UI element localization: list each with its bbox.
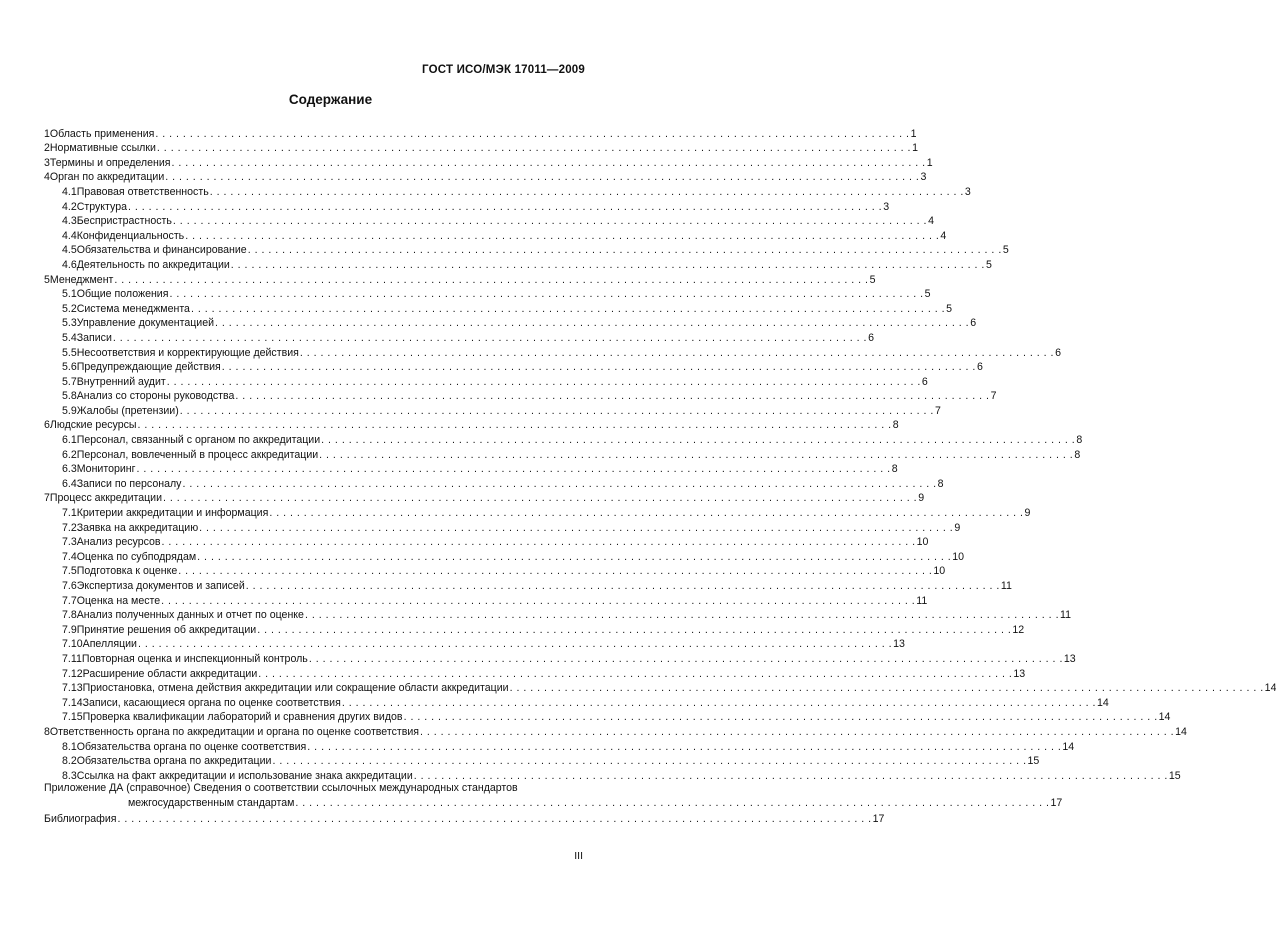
bibliography-page: 17 (872, 812, 885, 825)
toc-entry[interactable] (44, 738, 1075, 753)
toc-entry-page: 3 (883, 200, 890, 213)
leader-dots (138, 419, 892, 431)
toc-entry[interactable] (44, 315, 977, 330)
toc-entry-page: 15 (1027, 755, 1040, 768)
toc-entry[interactable] (44, 140, 919, 155)
toc-entry-page: 10 (916, 536, 929, 549)
toc-entry-number: 1 (44, 127, 50, 140)
toc-entry-number: 7 (44, 492, 50, 505)
toc-entry-label: Структура (76, 200, 127, 213)
toc-entry-number: 5.5 (62, 346, 77, 359)
toc-entry[interactable] (44, 461, 898, 476)
toc-entry-number: 8.1 (62, 740, 77, 753)
leader-dots (114, 274, 868, 286)
toc-entry-number: 7.9 (62, 623, 77, 636)
toc-entry-page: 7 (934, 404, 941, 417)
leader-dots (185, 230, 939, 242)
leader-dots (128, 201, 882, 213)
leader-dots (246, 580, 1000, 592)
toc-entry[interactable] (44, 694, 1109, 709)
leader-dots (137, 463, 891, 475)
toc-entry-page: 5 (924, 288, 931, 301)
leader-dots (295, 797, 1049, 810)
toc-entry-number: 4.3 (62, 215, 77, 228)
toc-entry-number: 6 (44, 419, 50, 432)
toc-entry-number: 5.1 (62, 288, 77, 301)
leader-dots (161, 595, 915, 607)
toc-entry-page: 15 (1168, 769, 1181, 782)
toc-entries (44, 125, 1276, 782)
toc-entry-number: 5.8 (62, 390, 77, 403)
leader-dots (178, 565, 932, 577)
leader-dots (257, 624, 1011, 636)
toc-entry-page: 6 (970, 317, 977, 330)
toc-entry[interactable] (44, 490, 925, 505)
toc-entry-label: Подготовка к оценке (76, 565, 178, 578)
toc-entry[interactable] (44, 373, 928, 388)
toc-entry-number: 4.5 (62, 244, 77, 257)
toc-entry-page: 6 (1055, 346, 1061, 359)
toc-entry-page: 14 (1175, 725, 1187, 738)
toc-entry[interactable] (44, 402, 941, 417)
toc-entry[interactable] (44, 636, 905, 651)
toc-entry-number: 7.11 (62, 652, 82, 665)
toc-entry-label: Заявка на аккредитацию (76, 521, 199, 534)
toc-entry-number: 7.4 (62, 550, 77, 563)
toc-entry-label: Повторная оценка и инспекционный контроль (81, 652, 308, 665)
toc-entry-number: 5.3 (62, 317, 77, 330)
leader-dots (222, 361, 976, 373)
leader-dots (172, 157, 926, 169)
toc-entry-number: 6.1 (62, 434, 77, 447)
toc-entry-page: 3 (920, 171, 927, 184)
toc-entry-number: 2 (44, 142, 50, 155)
toc-entry-page: 10 (933, 565, 946, 578)
leader-dots (182, 478, 936, 490)
leader-dots (138, 638, 892, 650)
toc-entry-page: 5 (1002, 244, 1009, 257)
toc-entry-label: Персонал, связанный с органом по аккредитации (76, 434, 321, 447)
toc-entry-label: Орган по аккредитации (49, 171, 165, 184)
leader-dots (258, 668, 1012, 680)
leader-dots (113, 332, 867, 344)
toc-entry[interactable] (44, 227, 947, 242)
leader-dots (272, 755, 1026, 767)
toc-entry-label: Нормативные ссылки (49, 142, 156, 155)
toc-entry-label: Ссылка на факт аккредитации и использование знака аккредитации (76, 769, 413, 782)
toc-entry-page: 5 (985, 258, 992, 271)
leader-dots (305, 609, 1059, 621)
toc-entry-page: 13 (1013, 667, 1026, 680)
toc-entry-page: 14 (1096, 696, 1109, 709)
toc-entry-label: Анализ полученных данных и отчет по оценке (76, 609, 304, 622)
toc-entry-number: 3 (44, 156, 50, 169)
toc-entry-page: 11 (1000, 580, 1012, 592)
toc-entry-page: 8 (937, 477, 944, 490)
toc-entry[interactable] (44, 213, 935, 228)
appendix-title-continued: межгосударственным стандартам (128, 797, 295, 810)
toc-entry-label: Людские ресурсы (49, 419, 137, 432)
toc-entry-page: 1 (910, 127, 917, 140)
leader-dots (117, 813, 871, 825)
leader-dots (167, 376, 921, 388)
leader-dots (191, 303, 945, 315)
toc-entry[interactable] (44, 592, 928, 607)
toc-entry-number: 7.10 (62, 638, 83, 651)
toc-entry-number: 8.2 (62, 755, 77, 768)
toc-entry-page: 11 (1060, 609, 1072, 622)
toc-entry-page: 8 (891, 463, 898, 476)
leader-dots (309, 653, 1063, 665)
toc-entry-number: 7.7 (62, 594, 77, 607)
toc-entry-page: 6 (976, 361, 983, 374)
toc-entry-label: Проверка квалификации лабораторий и сравнения других видов (82, 711, 403, 724)
toc-entry-page: 12 (1012, 623, 1025, 636)
toc-entry[interactable] (44, 286, 931, 301)
toc-entry-number: 7.14 (62, 696, 83, 709)
toc-entry-number: 7.12 (62, 667, 83, 680)
leader-dots (342, 697, 1096, 709)
toc-entry-label: Беспристрастность (76, 215, 172, 228)
leader-dots (231, 259, 985, 271)
leader-dots (162, 536, 916, 548)
toc-entry[interactable] (44, 680, 1276, 695)
toc-entry[interactable] (44, 300, 953, 315)
toc-entry[interactable] (44, 431, 1083, 447)
toc-entry-page: 4 (928, 215, 935, 228)
leader-dots (157, 142, 911, 154)
toc-entry-label: Апелляции (82, 638, 137, 651)
toc-entry-number: 8.3 (62, 769, 77, 782)
toc-entry-label: Внутренний аудит (76, 375, 166, 388)
leader-dots (300, 347, 1054, 359)
leader-dots (510, 682, 1264, 694)
toc-entry-label: Менеджмент (49, 273, 114, 286)
toc-entry-number: 4.4 (62, 229, 77, 242)
toc-entry-number: 4 (44, 171, 50, 184)
toc-entry-page: 1 (912, 142, 919, 155)
toc-entry-label: Конфиденциальность (76, 229, 185, 242)
toc-entry-label: Обязательства и финансирование (76, 244, 247, 257)
toc-entry-page: 13 (1063, 652, 1076, 665)
toc-entry[interactable] (44, 577, 1012, 592)
toc-entry-label: Общие положения (76, 288, 169, 301)
toc-entry-number: 7.3 (62, 536, 77, 549)
toc-entry-label: Оценка по субподрядам (76, 550, 197, 563)
toc-entry-label: Система менеджмента (76, 302, 190, 315)
toc-entry[interactable] (44, 183, 971, 198)
toc-entry-number: 7.13 (62, 682, 83, 695)
toc-entry[interactable] (44, 519, 961, 534)
toc-entry-page: 4 (940, 229, 947, 242)
toc-entry-label: Деятельность по аккредитации (76, 258, 230, 271)
toc-entry-page: 8 (1076, 434, 1083, 447)
toc-entry-label: Правовая ответственность (76, 185, 209, 198)
toc-entry[interactable] (44, 242, 1009, 257)
toc-entry-page: 8 (892, 419, 899, 432)
toc-entry-number: 7.2 (62, 521, 77, 534)
leader-dots (321, 434, 1075, 446)
toc-entry-page: 6 (868, 331, 874, 344)
appendix-title: Приложение ДА (справочное) Сведения о соответствии ссылочных международных стандартов (44, 781, 518, 794)
leader-dots (180, 405, 934, 417)
toc-entry[interactable] (44, 169, 927, 184)
appendix-page: 17 (1050, 797, 1063, 810)
toc-entry-page: 3 (964, 185, 971, 198)
toc-entry-number: 5 (44, 273, 50, 286)
toc-entry-number: 7.5 (62, 565, 77, 578)
toc-entry[interactable] (44, 548, 965, 563)
leader-dots (155, 128, 909, 140)
toc-entry-number: 4.1 (62, 185, 77, 198)
toc-entry-label: Предупреждающие действия (76, 361, 221, 374)
toc-entry[interactable] (44, 388, 997, 403)
toc-entry-page: 5 (946, 302, 953, 315)
toc-entry[interactable] (44, 665, 1026, 680)
leader-dots (173, 215, 927, 227)
toc-entry-number: 5.4 (62, 331, 77, 344)
toc-entry-number: 5.6 (62, 361, 77, 374)
toc-entry-label: Несоответствия и корректирующие действия (76, 346, 299, 359)
toc-entry[interactable] (44, 563, 946, 578)
toc-entry-page: 10 (952, 550, 965, 563)
toc-entry-label: Ответственность органа по аккредитации и органа по оценке соответствия (49, 725, 420, 738)
toc-entry-label: Анализ со стороны руководства (76, 390, 235, 403)
toc-entry-page: 13 (893, 638, 905, 651)
toc-entry-label: Записи (76, 331, 112, 344)
toc-entry-label: Приостановка, отмена действия аккредитации или сокращение области аккредитации (82, 682, 509, 695)
leader-dots (199, 522, 953, 534)
toc-entry-number: 7.15 (62, 711, 83, 724)
toc-entry-label: Принятие решения об аккредитации (76, 623, 257, 636)
toc-entry[interactable] (44, 359, 983, 374)
toc-entry-page: 14 (1264, 682, 1276, 695)
leader-dots (215, 317, 969, 329)
leader-dots (248, 244, 1002, 256)
toc-entry[interactable] (44, 723, 1187, 738)
leader-dots (163, 492, 917, 504)
toc-entry[interactable] (44, 125, 917, 140)
toc-entry-label: Область применения (49, 127, 155, 140)
toc-entry[interactable] (44, 650, 1076, 665)
document-header: ГОСТ ИСО/МЭК 17011—2009 (422, 64, 585, 76)
toc-entry-page: 1 (926, 156, 933, 169)
toc-entry[interactable] (44, 753, 1040, 768)
page-number: III (574, 850, 583, 862)
toc-entry-number: 7.6 (62, 580, 77, 592)
toc-entry-number: 8 (44, 725, 50, 738)
toc-entry-number: 6.2 (62, 448, 77, 461)
toc-entry[interactable] (44, 534, 929, 549)
toc-entry-number: 4.6 (62, 258, 77, 271)
toc-entry-page: 9 (954, 521, 961, 534)
leader-dots (210, 186, 964, 198)
bibliography-label: Библиография (44, 812, 117, 825)
toc-entry-page: 14 (1062, 740, 1075, 753)
toc-entry-label: Персонал, вовлеченный в процесс аккредитации (76, 448, 319, 461)
toc-entry[interactable] (44, 417, 899, 432)
toc-entry-label: Процесс аккредитации (49, 492, 163, 505)
toc-entry-number: 6.4 (62, 477, 77, 490)
toc-entry[interactable] (44, 767, 1181, 782)
toc-entry[interactable] (44, 256, 992, 271)
toc-appendix[interactable] (44, 781, 1063, 811)
leader-dots (197, 551, 951, 563)
leader-dots (235, 390, 989, 402)
toc-entry-page: 7 (990, 390, 997, 403)
toc-entry-page: 9 (918, 492, 925, 505)
toc-entry-label: Термины и определения (49, 156, 171, 169)
toc-entry[interactable] (44, 344, 1061, 359)
toc-entry[interactable] (44, 475, 944, 490)
leader-dots (404, 711, 1158, 723)
toc-entry[interactable] (44, 446, 1081, 461)
toc-entry-page: 6 (921, 375, 928, 388)
leader-dots (165, 171, 919, 183)
toc-entry-number: 4.2 (62, 200, 77, 213)
toc-entry[interactable] (44, 709, 1171, 724)
table-of-contents (44, 125, 1276, 825)
toc-entry[interactable] (44, 607, 1072, 622)
toc-entry-number: 7.8 (62, 609, 77, 622)
toc-entry-number: 5.9 (62, 404, 77, 417)
toc-entry[interactable] (44, 271, 876, 286)
toc-entry-label: Расширение области аккредитации (82, 667, 258, 680)
leader-dots (414, 770, 1168, 782)
toc-entry-page: 11 (916, 594, 928, 607)
toc-entry[interactable] (44, 154, 933, 169)
toc-entry-number: 7.1 (62, 507, 77, 520)
toc-entry-number: 5.2 (62, 302, 77, 315)
leader-dots (169, 288, 923, 300)
toc-entry-label: Обязательства органа по аккредитации (76, 755, 272, 768)
toc-entry-page: 14 (1158, 711, 1171, 724)
leader-dots (307, 741, 1061, 753)
toc-entry-label: Оценка на месте (76, 594, 161, 607)
toc-entry-number: 5.7 (62, 375, 77, 388)
leader-dots (269, 507, 1023, 519)
toc-entry-label: Критерии аккредитации и информация (76, 507, 269, 520)
toc-entry-number: 6.3 (62, 463, 77, 476)
toc-entry[interactable] (44, 504, 1031, 520)
toc-entry[interactable] (44, 621, 1025, 636)
toc-entry[interactable] (44, 329, 874, 344)
toc-entry-label: Записи по персоналу (76, 477, 182, 490)
toc-entry-label: Управление документацией (76, 317, 215, 330)
toc-entry-label: Экспертиза документов и записей (76, 580, 245, 592)
page-title: Содержание (288, 92, 373, 107)
toc-entry-label: Мониторинг (76, 463, 136, 476)
toc-entry-label: Обязательства органа по оценке соответствия (76, 740, 307, 753)
toc-entry-page: 5 (869, 273, 876, 286)
toc-entry-label: Записи, касающиеся органа по оценке соответствия (82, 696, 341, 709)
toc-entry-label: Анализ ресурсов (76, 536, 161, 549)
toc-entry-page: 8 (1074, 448, 1081, 461)
toc-bibliography[interactable] (44, 810, 885, 825)
leader-dots (319, 449, 1073, 461)
leader-dots (420, 726, 1174, 738)
toc-entry[interactable] (44, 198, 890, 213)
toc-entry-page: 9 (1024, 507, 1031, 520)
toc-entry-label: Жалобы (претензии) (76, 404, 179, 417)
